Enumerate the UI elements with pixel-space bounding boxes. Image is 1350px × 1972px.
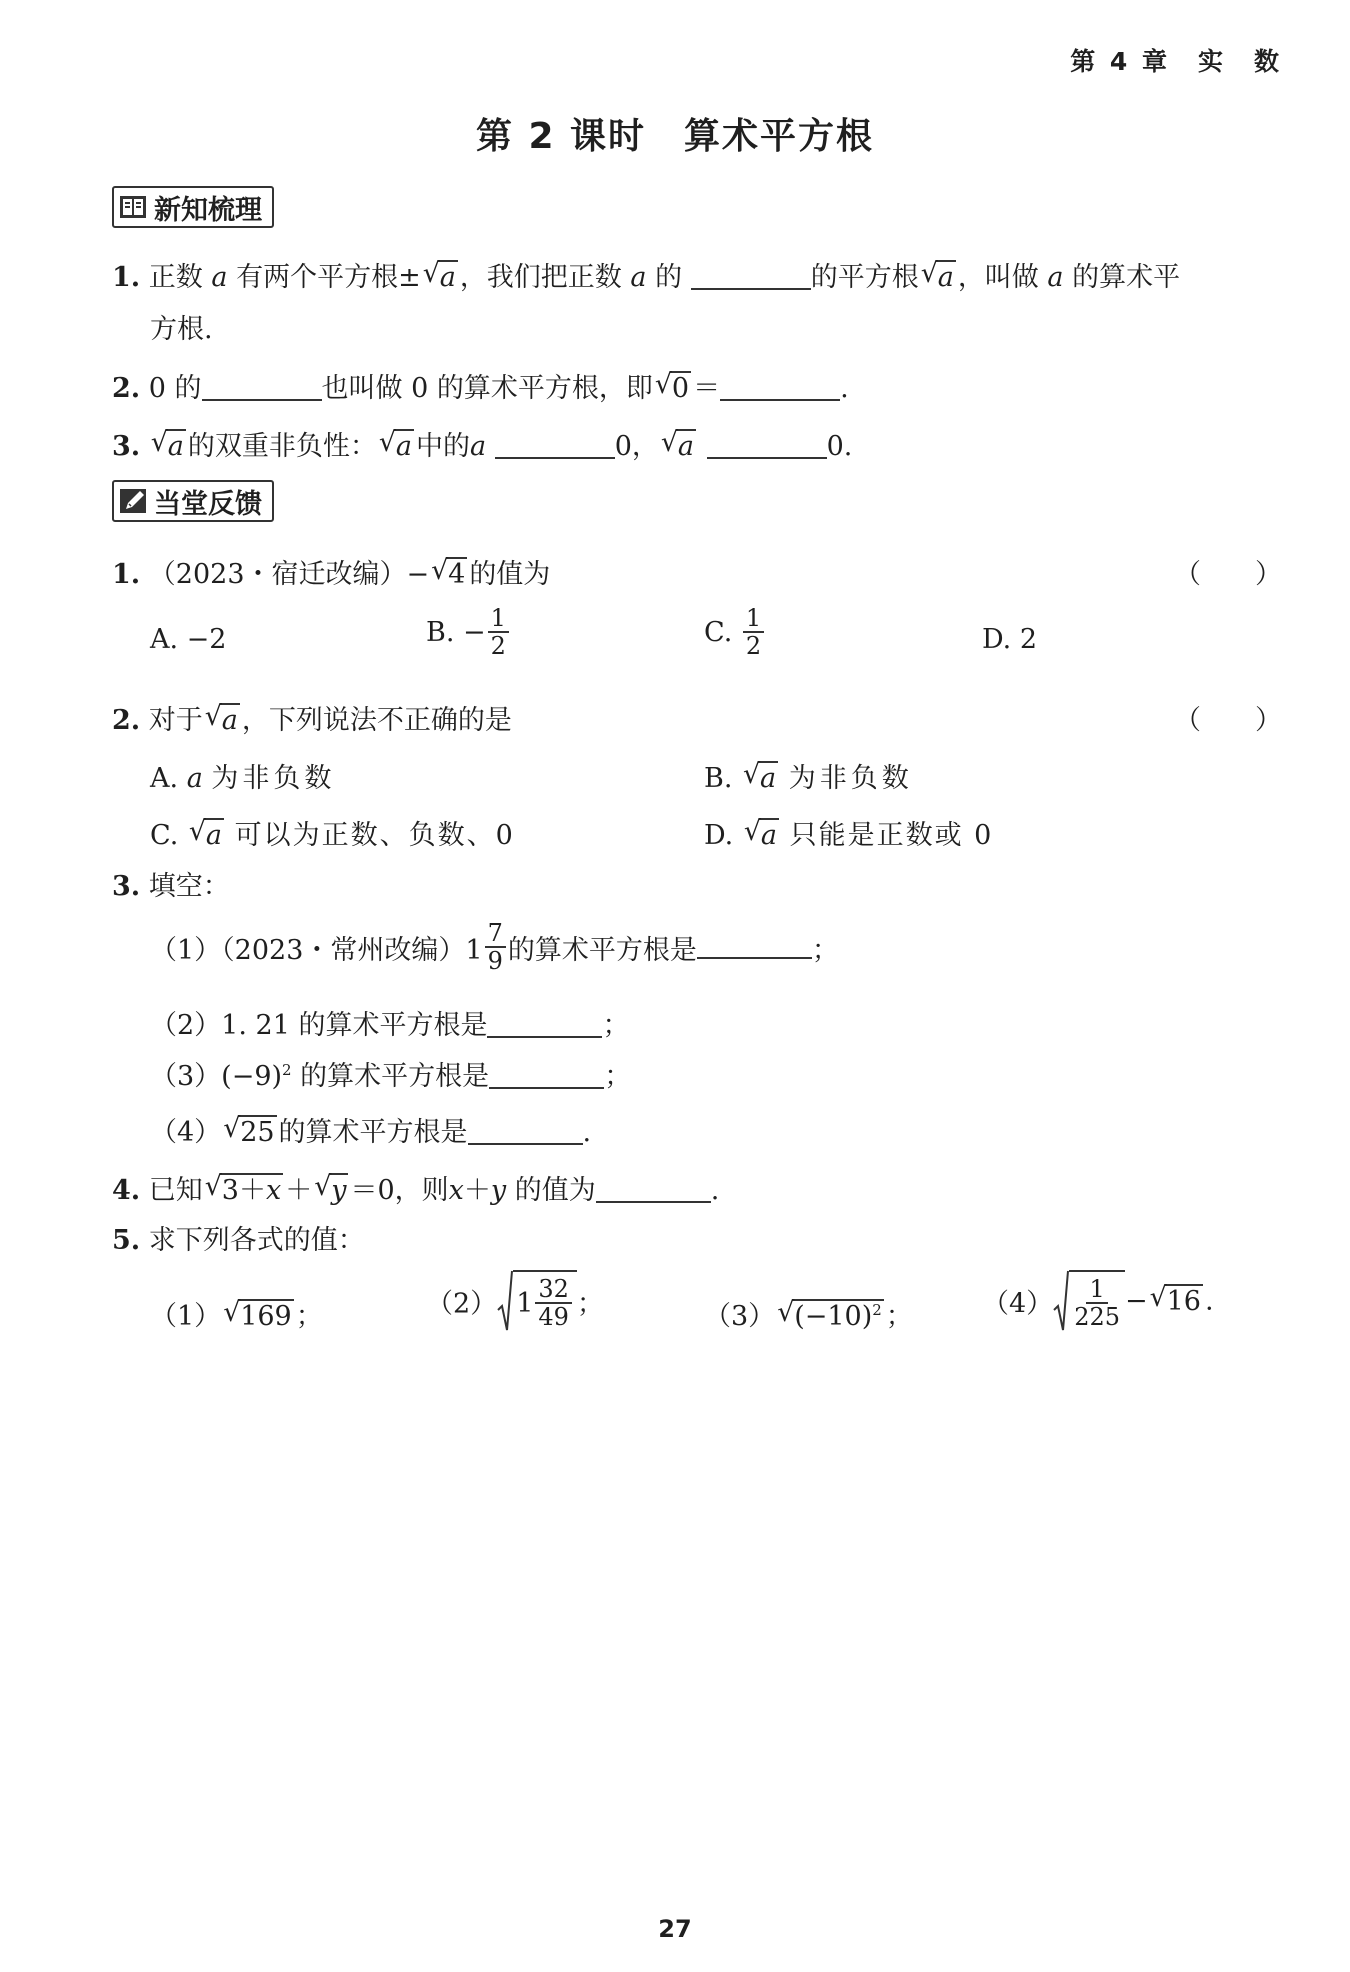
option-b[interactable]: B. − $\frac{1}{2}$ (426, 605, 511, 660)
feedback-q3-part1: （1）（2023・常州改编）1 $\frac{7}{9}$ 的算术平方根是 ； (150, 919, 839, 976)
section-knowledge (112, 186, 274, 228)
answer-blank[interactable] (468, 1117, 583, 1145)
answer-paren[interactable]: （ ） (1174, 559, 1282, 590)
answer-paren[interactable]: （ ） (1174, 705, 1282, 736)
sqrt-3-plus-x: √ 3＋x (205, 1173, 283, 1206)
sqrt-a: √ a (379, 429, 414, 462)
knowledge-q1-line1: 1. 正数 a 有两个平方根±√ a ，我们把正数 a 的 的平方根√ a ，叫做 a 的算术平 (112, 255, 1180, 294)
feedback-q4: 4. 已知√ 3＋x ＋√ y ＝0，则x＋y 的值为 . (112, 1168, 719, 1207)
book-icon (118, 193, 148, 221)
feedback-q5-part4: （4） $\frac{1}{225}$ −√ 16 . (982, 1270, 1214, 1332)
pencil-icon (118, 487, 148, 515)
page-number: 27 (658, 1915, 692, 1943)
sqrt-a: √ a (205, 703, 240, 736)
feedback-q3-part3: $(3)(-9)^2$ 的算术平方根是 ； (150, 1061, 632, 1092)
fraction: $\frac{7}{9}$ (485, 920, 506, 975)
fraction: $\frac{1}{2}$ (743, 605, 764, 660)
chapter-header: 第 4 章 实 数 (1070, 47, 1282, 76)
section-knowledge-label: 新知梳理 (154, 194, 262, 226)
feedback-q3: 3. 填空： (112, 871, 230, 902)
knowledge-q2: 2. 0 的 也叫做 0 的算术平方根，即√ 0 ＝ . (112, 366, 849, 405)
feedback-q5-part1: （1）√ 169 ； (150, 1294, 323, 1333)
knowledge-q3: 3. √ a 的双重非负性：√ a 中的a 0，√ a 0. (112, 424, 852, 463)
sqrt-a: √ a (423, 260, 458, 293)
answer-blank[interactable] (489, 1061, 604, 1089)
sqrt-4: √ 4 (431, 557, 467, 590)
sqrt-25: √ 25 (223, 1115, 276, 1148)
feedback-q5: 5. 求下列各式的值： (112, 1225, 365, 1256)
sqrt-neg10-squared: √ $(-10)^2$ (777, 1299, 884, 1332)
sqrt-169: √ 169 (223, 1299, 294, 1332)
sqrt-mixed-fraction: 1 $\frac{32}{49}$ (497, 1270, 577, 1332)
feedback-q5-part3: （3）√ $(-10)^2$ ； (704, 1294, 913, 1333)
sqrt-a: √ a (661, 429, 696, 462)
sqrt-y: √ y (314, 1173, 348, 1206)
answer-blank[interactable] (697, 931, 812, 959)
lesson-title: 第 2 课时 算术平方根 (475, 116, 875, 157)
feedback-q1: 1. （2023・宿迁改编）−√ 4 的值为 (112, 552, 550, 591)
answer-blank[interactable] (596, 1175, 711, 1203)
fraction: $\frac{1}{2}$ (488, 605, 509, 660)
feedback-q2: 2. 对于√ a ，下列说法不正确的是 (112, 698, 512, 737)
answer-blank[interactable] (495, 431, 615, 459)
sqrt-16: √ 16 (1150, 1284, 1203, 1317)
answer-blank[interactable] (691, 262, 811, 290)
sqrt-zero: √ 0 (655, 371, 691, 404)
answer-blank[interactable] (487, 1010, 602, 1038)
answer-blank[interactable] (202, 373, 322, 401)
option-d[interactable]: D. √ a 只能是正数或 0 (704, 813, 993, 852)
knowledge-q1-line2: 方根. (150, 314, 213, 345)
sqrt-a: √ a (921, 260, 956, 293)
answer-blank[interactable] (707, 431, 827, 459)
option-c[interactable]: C. √ a 可以为正数、负数、0 (150, 813, 515, 852)
answer-blank[interactable] (720, 373, 840, 401)
sqrt-a: √ a (151, 429, 186, 462)
option-a[interactable]: A. a 为非负数 (150, 763, 336, 794)
section-feedback (112, 480, 274, 522)
option-d[interactable]: D. 2 (982, 624, 1038, 655)
option-b[interactable]: B. √ a 为非负数 (704, 756, 913, 795)
option-a[interactable]: A. −2 (150, 624, 227, 655)
feedback-q3-part2: （2）1. 21 的算术平方根是 ； (150, 1010, 630, 1041)
sqrt-fraction: $\frac{1}{225}$ (1053, 1270, 1125, 1332)
option-c[interactable]: C. $\frac{1}{2}$ (704, 605, 766, 660)
section-feedback-label: 当堂反馈 (154, 488, 262, 520)
feedback-q3-part4: （4）√ 25 的算术平方根是 . (150, 1110, 591, 1149)
feedback-q5-part2: （2） 1 $\frac{32}{49}$ ； (426, 1270, 604, 1332)
